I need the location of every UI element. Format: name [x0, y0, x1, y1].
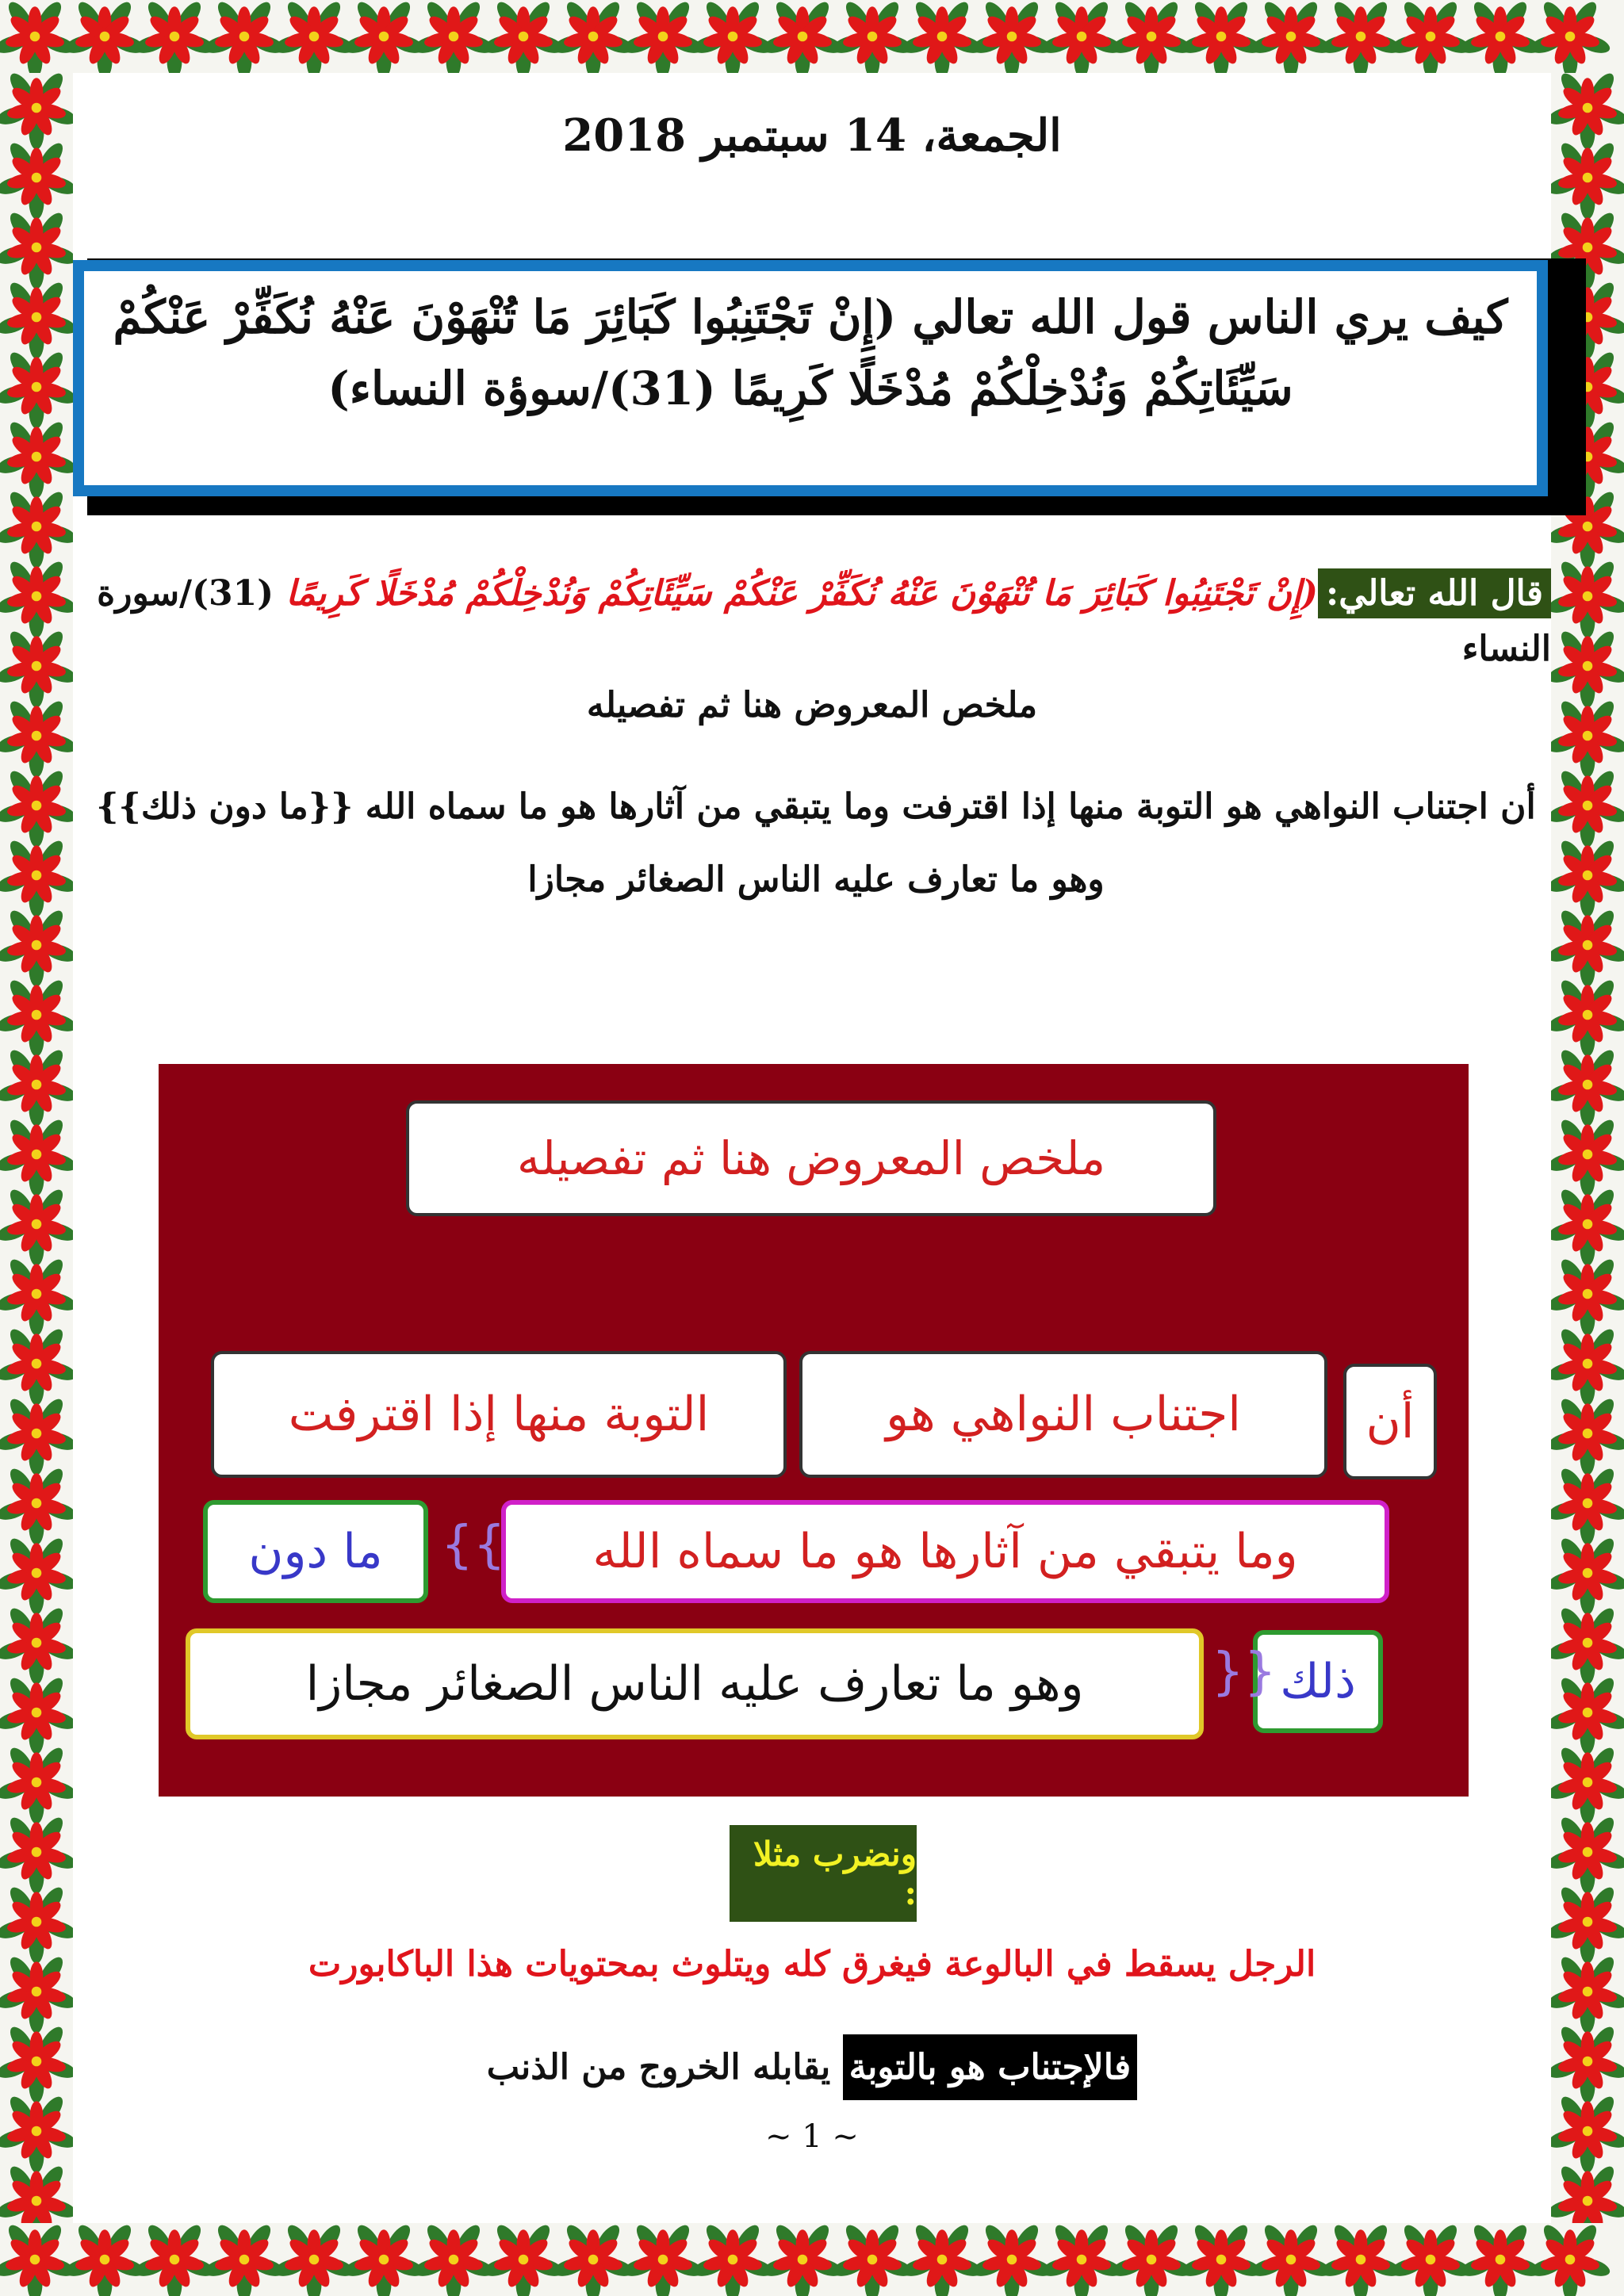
poinsettia-icon [691, 0, 775, 73]
poinsettia-icon [202, 0, 286, 73]
explanation-paragraph: أن اجتناب النواهي هو التوبة منها إذا اقترفت وما يتبقي من آثارها هو ما سماه الله {{ما دون ذلك}} وهو ما تعارف عليه الناس الصغائر مجازا [96, 786, 1536, 901]
conclusion-highlight: فالإجتناب هو بالتوبة [843, 2034, 1138, 2100]
poinsettia-icon [1109, 0, 1193, 73]
poinsettia-icon [0, 1605, 73, 1685]
poinsettia-icon [970, 0, 1054, 73]
poinsettia-icon [0, 907, 73, 987]
poinsettia-icon [1528, 0, 1612, 73]
poinsettia-icon [1551, 1605, 1624, 1685]
poinsettia-icon [970, 2223, 1054, 2296]
poinsettia-icon [621, 0, 705, 73]
poinsettia-icon [0, 419, 73, 499]
poinsettia-icon [1528, 2223, 1612, 2296]
document-page [73, 73, 1551, 2223]
example-sentence: الرجل يسقط في البالوعة فيغرق كله ويتلوث بمحتويات هذا الباكابورت [308, 1944, 1316, 1984]
poinsettia-icon [1319, 2223, 1403, 2296]
diagram-ijtinab-box: اجتناب النواهي هو [799, 1351, 1327, 1478]
poinsettia-icon [900, 2223, 984, 2296]
poinsettia-icon [1551, 2163, 1624, 2223]
poinsettia-icon [621, 2223, 705, 2296]
poinsettia-icon [0, 1814, 73, 1894]
poinsettia-icon [0, 1535, 73, 1615]
poinsettia-icon [0, 140, 73, 220]
poinsettia-icon [1551, 1744, 1624, 1824]
poinsettia-icon [0, 1116, 73, 1196]
poinsettia-icon [0, 209, 73, 289]
poinsettia-icon [1249, 2223, 1333, 2296]
poinsettia-icon [0, 1326, 73, 1406]
poinsettia-icon [0, 2163, 73, 2223]
poinsettia-icon [1551, 1395, 1624, 1475]
poinsettia-icon [1551, 767, 1624, 848]
poinsettia-icon [1551, 1465, 1624, 1545]
poinsettia-icon [0, 2223, 77, 2296]
verse-label: قال الله تعالي: [1318, 568, 1551, 618]
poinsettia-icon [1179, 2223, 1263, 2296]
poinsettia-icon [1388, 0, 1473, 73]
diagram-brace-open: {{ [441, 1516, 506, 1575]
poinsettia-icon [0, 767, 73, 848]
poinsettia-icon [1551, 2093, 1624, 2173]
poinsettia-icon [551, 2223, 635, 2296]
poinsettia-icon [691, 2223, 775, 2296]
poinsettia-icon [1458, 2223, 1542, 2296]
poinsettia-icon [132, 0, 216, 73]
poinsettia-icon [0, 279, 73, 359]
poinsettia-icon [0, 1674, 73, 1755]
poinsettia-icon [1388, 2223, 1473, 2296]
poinsettia-icon [1179, 0, 1263, 73]
poinsettia-icon [1551, 73, 1624, 150]
diagram-brace-close: }} [1212, 1643, 1277, 1701]
poinsettia-icon [1109, 2223, 1193, 2296]
poinsettia-icon [0, 837, 73, 917]
poinsettia-icon [0, 698, 73, 778]
poinsettia-icon [342, 2223, 426, 2296]
poinsettia-icon [1551, 1256, 1624, 1336]
poinsettia-icon [481, 0, 565, 73]
diagram-minor-sins-box: وهو ما تعارف عليه الناس الصغائر مجازا [186, 1628, 1204, 1739]
conclusion-line [73, 2047, 1551, 2087]
verse-reference: (31)/سورة النساء [97, 573, 1551, 670]
verse-quote: (إِنْ تَجْتَنِبُوا كَبَائِرَ مَا تُنْهَوْنَ عَنْهُ نُكَفِّرْ عَنْكُمْ سَيِّئَاتِكُمْ وَنُدْخِلْكُمْ مُدْخَلًا كَرِيمًا [285, 573, 1318, 614]
poinsettia-icon [342, 0, 426, 73]
poinsettia-icon [0, 0, 77, 73]
poinsettia-icon [0, 1395, 73, 1475]
poinsettia-icon [1040, 0, 1124, 73]
poinsettia-icon [0, 1884, 73, 1964]
poinsettia-icon [412, 2223, 496, 2296]
verse-line [97, 566, 1551, 678]
poinsettia-icon [1551, 977, 1624, 1057]
poinsettia-icon [830, 0, 914, 73]
poinsettia-icon [272, 0, 356, 73]
poinsettia-icon [63, 0, 147, 73]
title-text: كيف يري الناس قول الله تعالي (إِنْ تَجْتَنِبُوا كَبَائِرَ مَا تُنْهَوْنَ عَنْهُ نُكَفِّرْ عَنْكُمْ سَيِّئَاتِكُمْ وَنُدْخِلْكُمْ مُدْخَلًا كَرِيمًا (31)/سوؤة النساء) [113, 290, 1508, 415]
diagram-madun-box: ما دون [203, 1500, 428, 1603]
poinsettia-icon [760, 0, 845, 73]
poinsettia-icon [1551, 698, 1624, 778]
diagram-dhalik-box: ذلك [1253, 1630, 1383, 1733]
poinsettia-icon [0, 488, 73, 568]
poinsettia-icon [481, 2223, 565, 2296]
poinsettia-border-top [0, 0, 1624, 73]
poinsettia-icon [63, 2223, 147, 2296]
poinsettia-icon [1458, 0, 1542, 73]
poinsettia-icon [0, 2023, 73, 2103]
page-number: ~ 1 ~ [765, 2118, 859, 2155]
poinsettia-icon [0, 1186, 73, 1266]
poinsettia-icon [900, 0, 984, 73]
poinsettia-icon [412, 0, 496, 73]
poinsettia-icon [0, 1256, 73, 1336]
poinsettia-icon [0, 628, 73, 708]
poinsettia-icon [1551, 628, 1624, 708]
page-date: الجمعة، 14 سبتمبر 2018 [562, 109, 1062, 162]
poinsettia-icon [1551, 558, 1624, 638]
poinsettia-icon [1551, 140, 1624, 220]
poinsettia-icon [1551, 1116, 1624, 1196]
explanation-diagram [159, 1064, 1469, 1797]
poinsettia-icon [760, 2223, 845, 2296]
poinsettia-icon [1551, 1186, 1624, 1266]
poinsettia-icon [551, 0, 635, 73]
poinsettia-icon [0, 2093, 73, 2173]
poinsettia-icon [1551, 1047, 1624, 1127]
poinsettia-icon [0, 349, 73, 429]
poinsettia-icon [830, 2223, 914, 2296]
poinsettia-icon [202, 2223, 286, 2296]
poinsettia-icon [1040, 2223, 1124, 2296]
poinsettia-icon [132, 2223, 216, 2296]
poinsettia-icon [1551, 1535, 1624, 1615]
poinsettia-icon [1551, 1814, 1624, 1894]
poinsettia-border-left [0, 73, 73, 2223]
poinsettia-icon [1551, 2023, 1624, 2103]
poinsettia-icon [0, 1744, 73, 1824]
diagram-tawba-box: التوبة منها إذا اقترفت [211, 1351, 787, 1478]
diagram-summary-box: ملخص المعروض هنا ثم تفصيله [406, 1100, 1216, 1216]
poinsettia-border-bottom [0, 2223, 1624, 2296]
poinsettia-icon [0, 1465, 73, 1545]
poinsettia-icon [1551, 1884, 1624, 1964]
poinsettia-icon [1249, 0, 1333, 73]
diagram-remains-box: وما يتبقي من آثارها هو ما سماه الله [501, 1500, 1389, 1603]
poinsettia-icon [1551, 1954, 1624, 2034]
diagram-an-box: أن [1343, 1364, 1437, 1479]
poinsettia-icon [1551, 837, 1624, 917]
poinsettia-icon [1551, 1674, 1624, 1755]
poinsettia-icon [1551, 1326, 1624, 1406]
poinsettia-icon [0, 977, 73, 1057]
poinsettia-icon [0, 1954, 73, 2034]
conclusion-rest: يقابله الخروج من الذنب [486, 2047, 831, 2087]
poinsettia-icon [1319, 0, 1403, 73]
poinsettia-icon [0, 73, 73, 150]
poinsettia-icon [0, 1047, 73, 1127]
summary-line: ملخص المعروض هنا ثم تفصيله [586, 685, 1038, 725]
poinsettia-icon [0, 558, 73, 638]
poinsettia-icon [272, 2223, 356, 2296]
title-box [73, 260, 1548, 496]
poinsettia-icon [1551, 907, 1624, 987]
example-label: ونضرب مثلا : [730, 1825, 917, 1922]
